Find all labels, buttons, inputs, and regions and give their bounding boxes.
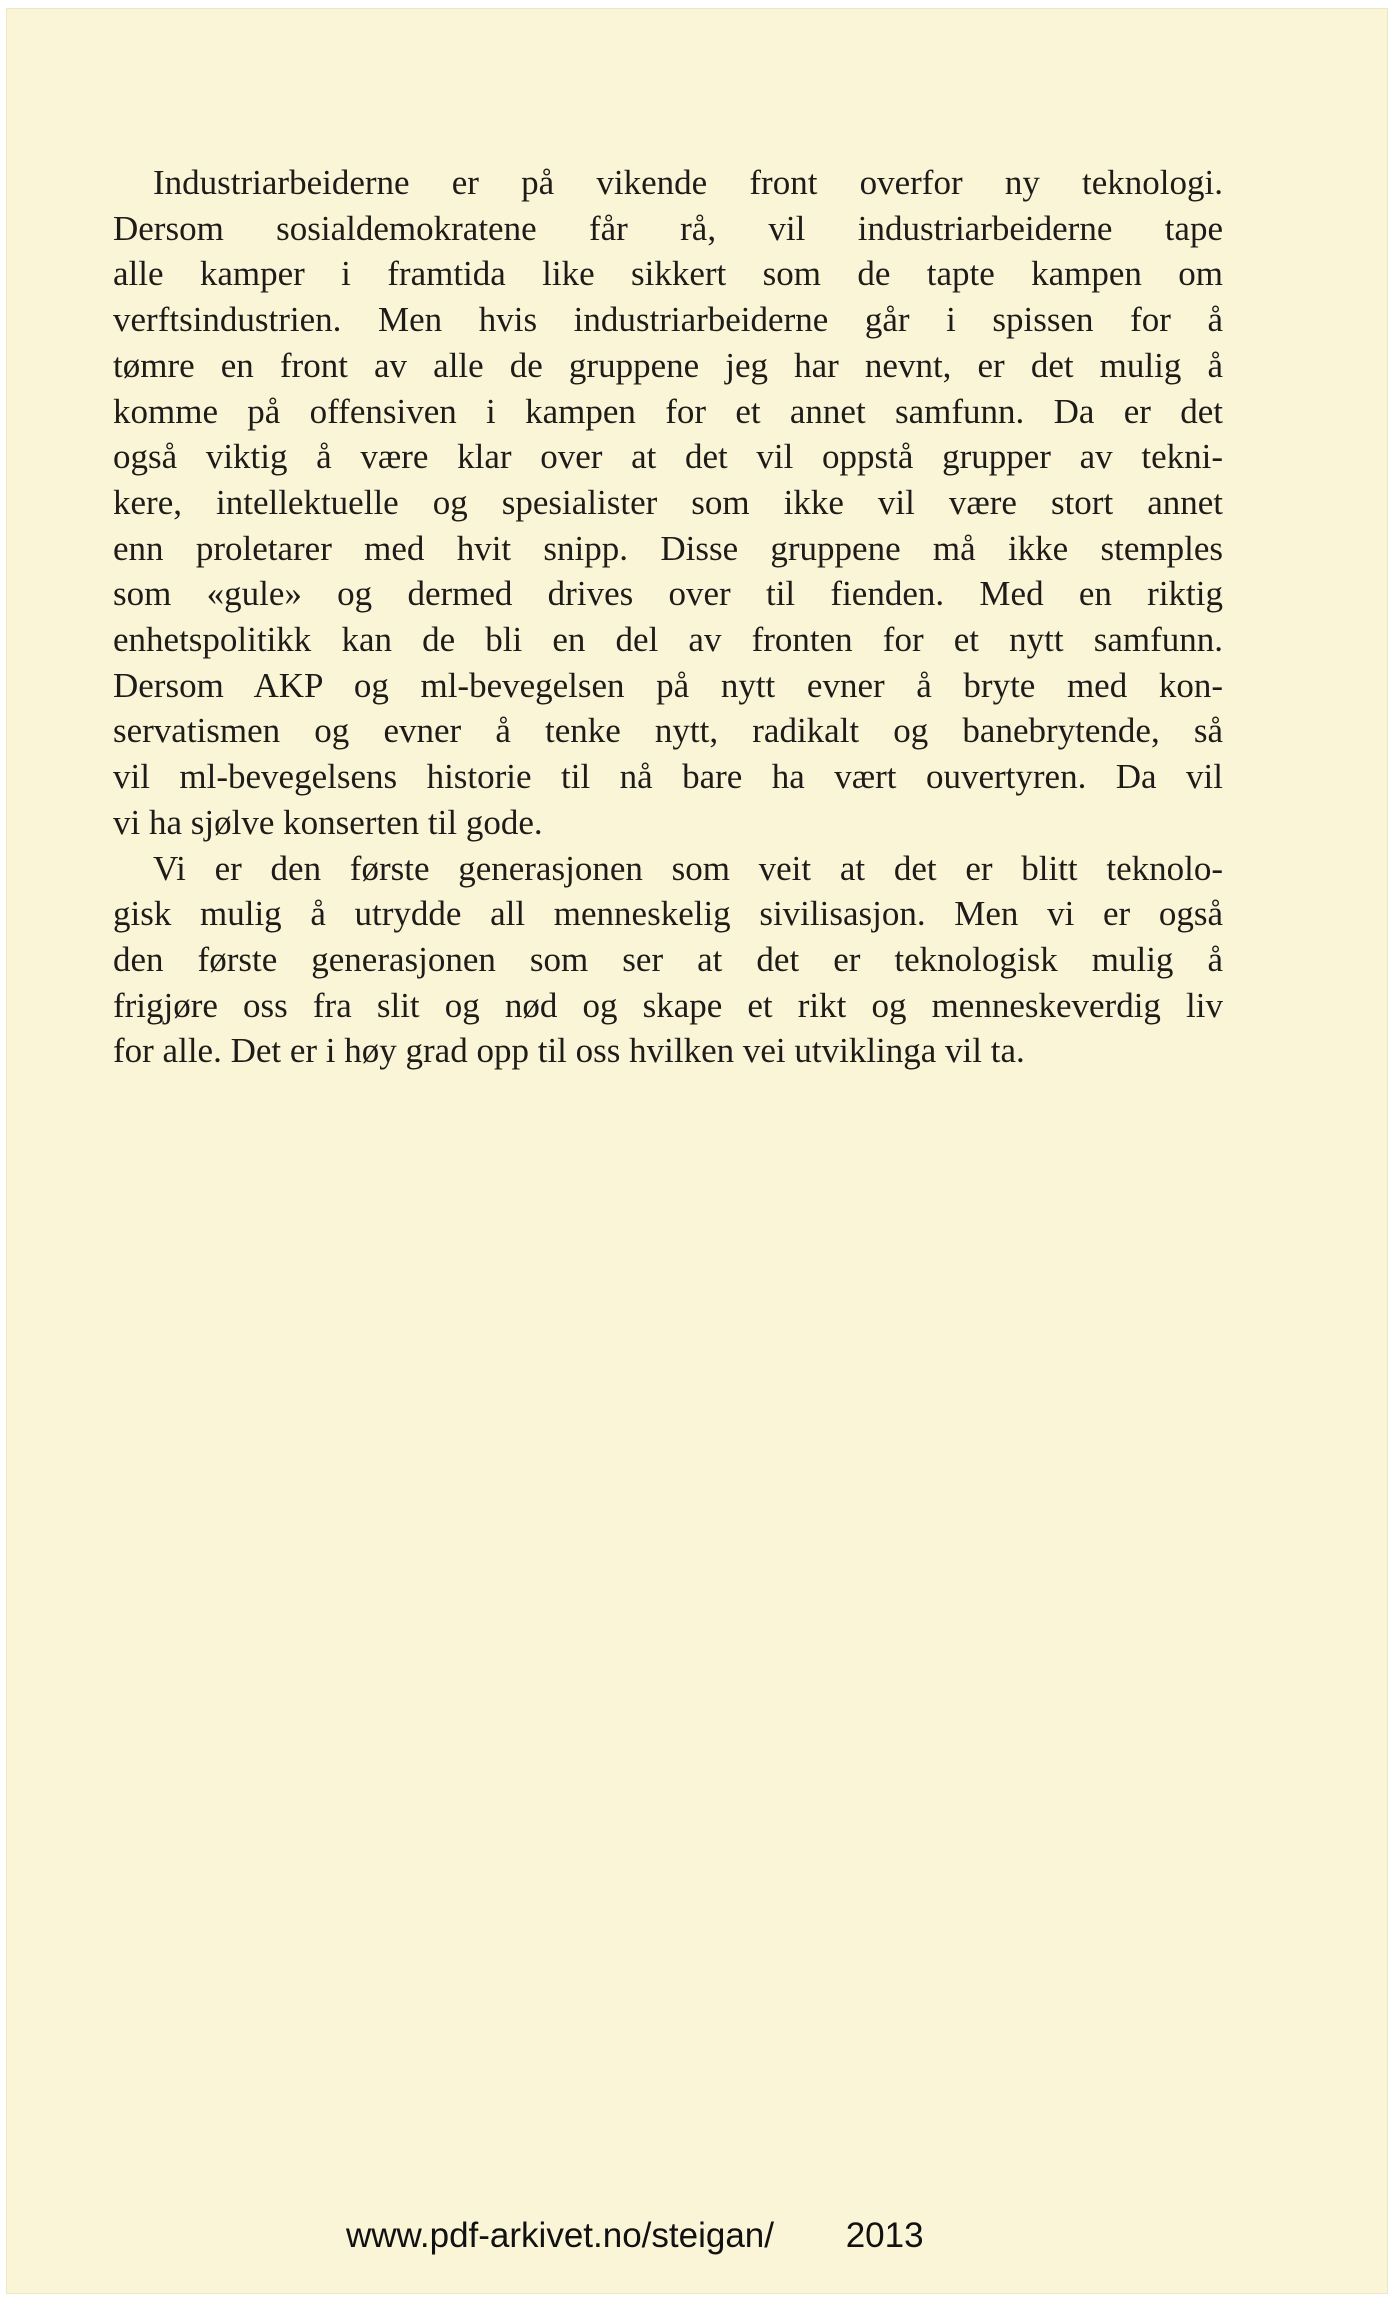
text-line: verftsindustrien. Men hvis industriarbeiderne går i spissen for å: [113, 300, 1223, 340]
footer-year: 2013: [845, 2216, 924, 2255]
text-line: Vi er den første generasjonen som veit at det er blitt teknolo-: [153, 848, 1223, 888]
text-line: for alle. Det er i høy grad opp til oss hvilken vei utviklinga vil ta.: [113, 1031, 1025, 1071]
text-line: alle kamper i framtida like sikkert som de tapte kampen om: [113, 254, 1223, 294]
text-line: den første generasjonen som ser at det er teknologisk mulig å: [113, 939, 1223, 979]
text-line: tømre en front av alle de gruppene jeg har nevnt, er det mulig å: [113, 345, 1223, 385]
body-text: [113, 160, 1223, 1074]
text-line: frigjøre oss fra slit og nød og skape et rikt og menneskeverdig liv: [113, 985, 1223, 1025]
text-line: Dersom AKP og ml-bevegelsen på nytt evner å bryte med kon-: [113, 665, 1223, 705]
page-sheet: [6, 8, 1388, 2294]
text-line: vi ha sjølve konserten til gode.: [113, 802, 543, 842]
text-line: også viktig å være klar over at det vil oppstå grupper av tekni-: [113, 437, 1223, 477]
text-line: kere, intellektuelle og spesialister som ikke vil være stort annet: [113, 482, 1223, 522]
text-line: Industriarbeiderne er på vikende front overfor ny teknologi.: [153, 163, 1223, 202]
footer-watermark: [346, 2216, 924, 2256]
text-line: enhetspolitikk kan de bli en del av fronten for et nytt samfunn.: [113, 620, 1223, 660]
text-line: servatismen og evner å tenke nytt, radikalt og banebrytende, så: [113, 711, 1223, 751]
text-line: Dersom sosialdemokratene får rå, vil industriarbeiderne tape: [113, 208, 1223, 248]
text-line: komme på offensiven i kampen for et annet samfunn. Da er det: [113, 391, 1223, 431]
text-line: gisk mulig å utrydde all menneskelig sivilisasjon. Men vi er også: [113, 894, 1223, 934]
text-line: som «gule» og dermed drives over til fienden. Med en riktig: [113, 574, 1223, 614]
footer-url: www.pdf-arkivet.no/steigan/: [346, 2216, 774, 2255]
text-line: enn proletarer med hvit snipp. Disse gruppene må ikke stemples: [113, 528, 1223, 568]
text-line: vil ml-bevegelsens historie til nå bare ha vært ouvertyren. Da vil: [113, 757, 1223, 797]
